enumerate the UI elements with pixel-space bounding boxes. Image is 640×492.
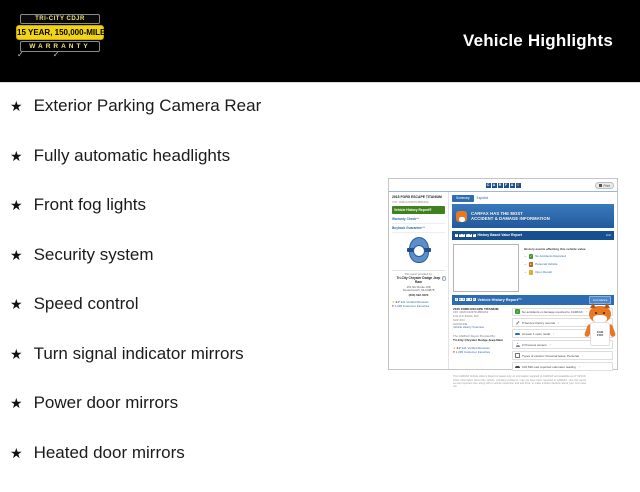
dealer-name: Tri-City Chrysler Dodge Jeep Ram — [396, 276, 441, 284]
vehicle-features-list — [10, 96, 261, 492]
feature-item — [10, 245, 261, 265]
carfax-logo-letter: R — [498, 183, 502, 187]
star-bullet-icon: ★ — [10, 395, 23, 411]
sidebar-vehicle-title: 2015 FORD ESCAPE TITANIUM — [392, 195, 442, 199]
details-line: VIN: 1FMCU9J97FUB50152 — [453, 310, 489, 315]
star-bullet-icon: ★ — [10, 197, 23, 213]
odometer-icon — [515, 364, 520, 369]
banner-line1: CARFAX HAS THE MOST — [471, 210, 523, 216]
feature-item — [10, 393, 261, 413]
vehicle-photo-placeholder — [453, 244, 519, 292]
customer-favorites-link[interactable]: 1,095 Customer Favorites — [394, 304, 430, 309]
carfax-sidebar — [389, 192, 449, 369]
history-row[interactable]: 2 Previous owners › — [512, 340, 613, 349]
chevron-right-icon: › — [581, 353, 583, 358]
details-dealer-name: Tri-City Chrysler Dodge Jeep Ram — [453, 337, 504, 342]
rating-reviews-link[interactable]: 341 Verified Reviews — [461, 345, 490, 350]
owners-icon — [515, 342, 520, 347]
no-accidents-icon: ✓ — [529, 254, 533, 259]
print-label: Print — [603, 183, 610, 188]
report-provided-by-label: The CARFAX Report Provided By: — [453, 333, 496, 338]
info-icon[interactable]: i — [443, 276, 445, 281]
feature-text: Power door mirrors — [33, 393, 179, 412]
feature-item — [10, 96, 261, 116]
tab-espanol[interactable]: Español — [476, 196, 489, 200]
dealer-address-line: 151 NH Route 108 — [406, 284, 431, 289]
star-bullet-icon: ★ — [10, 246, 23, 263]
star-bullet-icon: ★ — [10, 345, 23, 362]
dealer-phone: (603) 692-5220 — [408, 293, 429, 298]
value-report-title: History Based Value Report — [477, 233, 522, 238]
fox-head — [589, 306, 611, 323]
events-heading: History events affecting this vehicle value — [524, 246, 586, 251]
dealer-address-line: Somersworth, NH 03878 — [402, 288, 435, 293]
feature-text: Heated door mirrors — [33, 442, 185, 462]
feature-item — [10, 294, 261, 314]
star-bullet-icon: ★ — [10, 98, 23, 114]
check-icon: ✓ — [52, 50, 60, 59]
value-report-edit-link[interactable]: Edit — [606, 233, 611, 238]
fox-eyes — [595, 312, 597, 314]
event-row — [524, 270, 613, 275]
history-row[interactable]: 8 Service history records › — [512, 318, 613, 327]
sidebar-vin: VIN: 1FMCU9J97FUB50152 — [392, 200, 429, 204]
heart-icon: ♥ — [453, 349, 455, 354]
feature-text: Front fog lights — [33, 195, 147, 214]
tab-summary[interactable]: Summary — [452, 195, 474, 202]
wrench-icon — [515, 320, 520, 325]
divider — [392, 270, 445, 271]
feature-item — [10, 344, 261, 364]
badge-warranty-term: 15 YEAR, 150,000-MILE — [16, 25, 104, 40]
chevron-right-icon: › — [549, 342, 551, 347]
feature-text: Security system — [33, 244, 154, 264]
chevron-right-icon: › — [585, 309, 587, 314]
print-button[interactable] — [595, 182, 614, 189]
carfax-logo-letter: F — [504, 183, 508, 187]
carfax-logo-letter: C — [486, 183, 490, 187]
award-circle — [413, 245, 425, 257]
history-row[interactable]: At least 1 open recall › — [512, 329, 613, 338]
arrow-up-icon: ▲ — [524, 254, 527, 258]
star-bullet-icon: ★ — [10, 444, 23, 461]
car-icon — [515, 331, 520, 336]
carfax-promo-banner — [452, 204, 614, 228]
owner-types-icon — [515, 353, 520, 358]
vhr-title: Vehicle History Report™ — [477, 297, 522, 302]
vehicle-history-report-button[interactable]: Vehicle History Report® — [392, 206, 445, 214]
chevron-right-icon: › — [558, 320, 560, 325]
carfax-main — [449, 192, 617, 389]
page-title: Vehicle Highlights — [462, 31, 613, 50]
rating-reviews-link[interactable]: 341 Verified Reviews — [400, 300, 429, 305]
fox-head-icon — [456, 211, 467, 222]
dealer-warranty-badge — [16, 14, 104, 52]
at-a-glance-button[interactable]: At A Glance — [589, 296, 611, 304]
carfax-logo-letter: X — [516, 183, 520, 187]
rating-score: 4.7 — [456, 345, 461, 350]
star-bullet-icon: ★ — [10, 296, 23, 312]
badge-warranty-label: WARRANTY — [20, 41, 100, 52]
history-row[interactable]: 106,546 Last reported odometer reading › — [512, 362, 613, 371]
rating-score: 4.7 — [395, 300, 400, 305]
carfax-mini-logo: C A R F A X — [455, 234, 475, 237]
rating-star-icon: ★ — [453, 345, 456, 350]
heart-icon: ♥ — [392, 304, 394, 309]
buyback-guarantee-link[interactable]: Buyback Guarantee™ — [392, 224, 445, 233]
event-label[interactable]: Personal Vehicle — [535, 262, 558, 267]
event-label[interactable]: No Accidents Reported — [535, 254, 566, 259]
page-header — [0, 0, 640, 83]
banner-line2: ACCIDENT & DAMAGE INFORMATION — [471, 216, 550, 221]
feature-text: Exterior Parking Camera Rear — [33, 96, 262, 115]
personal-vehicle-icon: ● — [529, 262, 532, 267]
chevron-right-icon: › — [553, 331, 555, 336]
event-label[interactable]: Open Recall — [535, 270, 552, 275]
badge-dealer-name: TRI-CITY CDJR — [20, 14, 100, 24]
carfax-mini-logo: C A R F A X — [455, 298, 475, 301]
carfax-fox-mascot — [581, 306, 616, 364]
arrow-up-icon: ▲ — [524, 262, 527, 266]
rating-star-icon: ★ — [392, 300, 395, 305]
report-disclaimer: This CARFAX Vehicle History Report is based only on information supplied to CARFAX and available as of 7/15/19. Other information about this vehicle, including problems, may not have been reported to CARFAX. Use this report as one important tool, along with a vehicle inspection and test drive, to make a better decision about your next used car. — [453, 375, 586, 389]
details-vehicle-title: 2015 FORD ESCAPE TITANIUM — [453, 306, 499, 311]
badge-checkmarks — [17, 50, 59, 59]
details-line: GASOLINE — [453, 321, 468, 326]
carfax-report-thumbnail[interactable] — [388, 178, 618, 389]
check-icon: ✓ — [17, 50, 24, 59]
star-bullet-icon: ★ — [10, 147, 23, 164]
feature-text: Speed control — [33, 294, 139, 313]
open-recall-icon: ! — [530, 270, 532, 275]
printer-icon — [599, 184, 602, 187]
check-icon — [515, 309, 520, 314]
history-overview-link[interactable]: Vehicle History Overview — [453, 325, 484, 330]
details-line: SUV 4X4 — [453, 317, 465, 322]
carfax-logo-letter: A — [510, 183, 514, 187]
report-tabs — [452, 194, 614, 202]
history-row[interactable]: ✓ No accidents or damage reported to CARFAX › — [512, 308, 613, 317]
provided-by-label: This report provided by: — [404, 273, 433, 276]
feature-item — [10, 443, 261, 463]
event-row — [524, 254, 613, 259]
feature-text: Fully automatic headlights — [33, 145, 231, 165]
chevron-right-icon: › — [578, 364, 580, 369]
feature-item — [10, 146, 261, 166]
feature-item — [10, 195, 261, 215]
value-report-section — [452, 240, 614, 295]
customer-favorites-link[interactable]: 1,095 Customer Favorites — [455, 349, 491, 354]
dealer-award-emblem — [406, 237, 432, 268]
event-row — [524, 262, 613, 267]
carfax-header-bar — [389, 179, 617, 192]
details-line: 2.0L I4 F DOHC 16V — [453, 314, 479, 319]
history-row[interactable]: Types of owners: Personal lease, Personal › — [512, 351, 613, 360]
arrow-up-icon: ▲ — [524, 270, 527, 274]
dealer-rating — [392, 300, 445, 308]
history-value-report-bar — [452, 231, 614, 240]
fox-shirt: CAR FOX — [590, 322, 610, 346]
carfax-logo — [486, 183, 521, 188]
warranty-check-link[interactable]: Warranty Check™ — [392, 215, 445, 224]
carfax-logo-letter: A — [492, 183, 496, 187]
vehicle-details-column — [453, 308, 508, 374]
feature-text: Turn signal indicator mirrors — [33, 343, 244, 363]
